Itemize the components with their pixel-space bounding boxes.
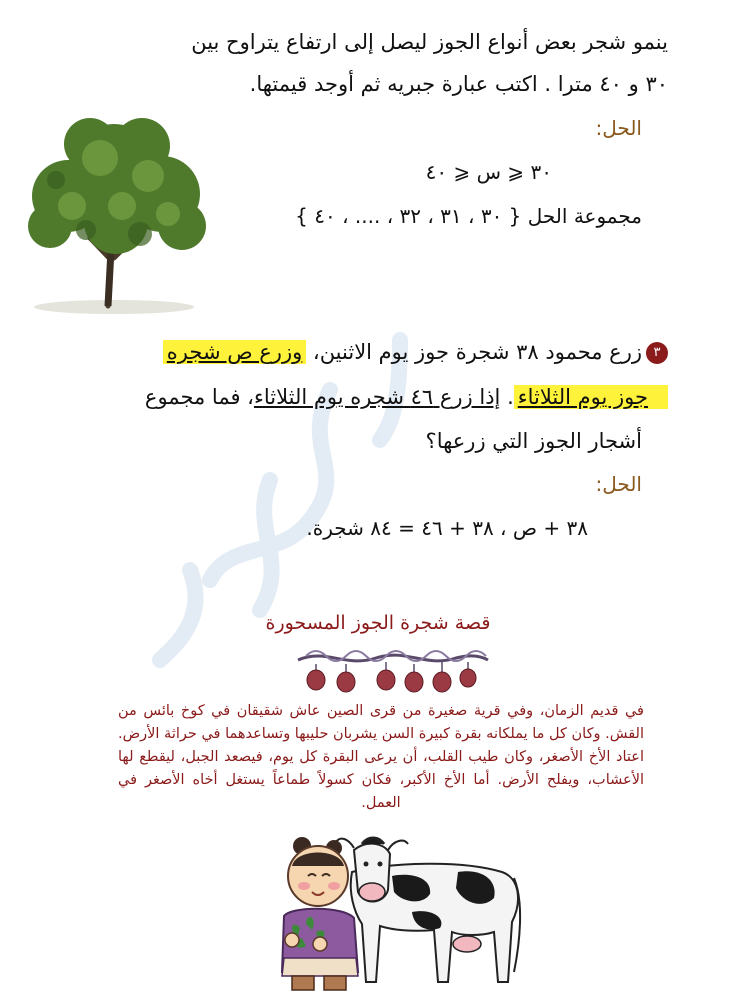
problem2-solution-label: الحل: xyxy=(595,472,642,496)
problem1-inequality: ٣٠ ⩽ س ⩽ ٤٠ xyxy=(425,160,552,184)
problem2-line1-start: زرع محمود ٣٨ شجرة جوز يوم الاثنين، xyxy=(306,340,642,364)
problem2-underlined-clause: إذا زرع ٤٦ شجره يوم الثلاثاء xyxy=(253,385,501,409)
story-title: قصة شجرة الجوز المسحورة xyxy=(265,612,491,634)
problem2-line1 xyxy=(163,340,668,364)
problem2-line3: أشجار الجوز التي زرعها؟ xyxy=(425,429,642,453)
walnut-tree-image xyxy=(16,110,212,320)
walnut-branch-divider xyxy=(296,646,490,696)
boy-and-cow-image xyxy=(262,832,524,994)
problem1-solution-set: مجموعة الحل { ٣٠ ، ٣١ ، ٣٢ ، .... ، ٤٠ } xyxy=(295,204,642,228)
problem2-line2 xyxy=(145,385,668,409)
problem1-solution-label: الحل: xyxy=(595,116,642,140)
problem2-highlight-2: جوز يوم الثلاثاء xyxy=(514,385,668,409)
problem1-line1: ينمو شجر بعض أنواع الجوز ليصل إلى ارتفاع يتراوح بين xyxy=(191,30,668,54)
problem1-line2: ٣٠ و ٤٠ مترا . اكتب عبارة جبريه ثم أوجد قيمتها. xyxy=(249,72,668,96)
problem2-line2-sep: . xyxy=(500,385,514,409)
problem2-highlight-1: وزرع ص شجره xyxy=(163,340,306,364)
story-paragraph: في قديم الزمان، وفي قرية صغيرة من قرى الصين عاش شقيقان في كوخ بائس من القش. وكان كل ما يملكانه بقرة كبيرة السن يشربان حليبها وتساعدهما في حراثة الأرض. اعتاد الأخ الأصغر، وكان طيب القلب، أن يرعى البقرة كل يوم، فيصعد الجبل، ليقطع لها الأعشاب، ويفلح الأرض. أما الأخ الأكبر، فكان كسولاً طماعاً يستغل أخاه الأصغر في العمل. xyxy=(118,703,644,811)
problem2-line2-end: ، فما مجموع xyxy=(144,385,254,409)
problem-number-badge: ٣ xyxy=(646,342,668,364)
problem2-answer: ٣٨ + ص ، ٣٨ + ٤٦ = ٨٤ شجرة. xyxy=(306,516,588,540)
